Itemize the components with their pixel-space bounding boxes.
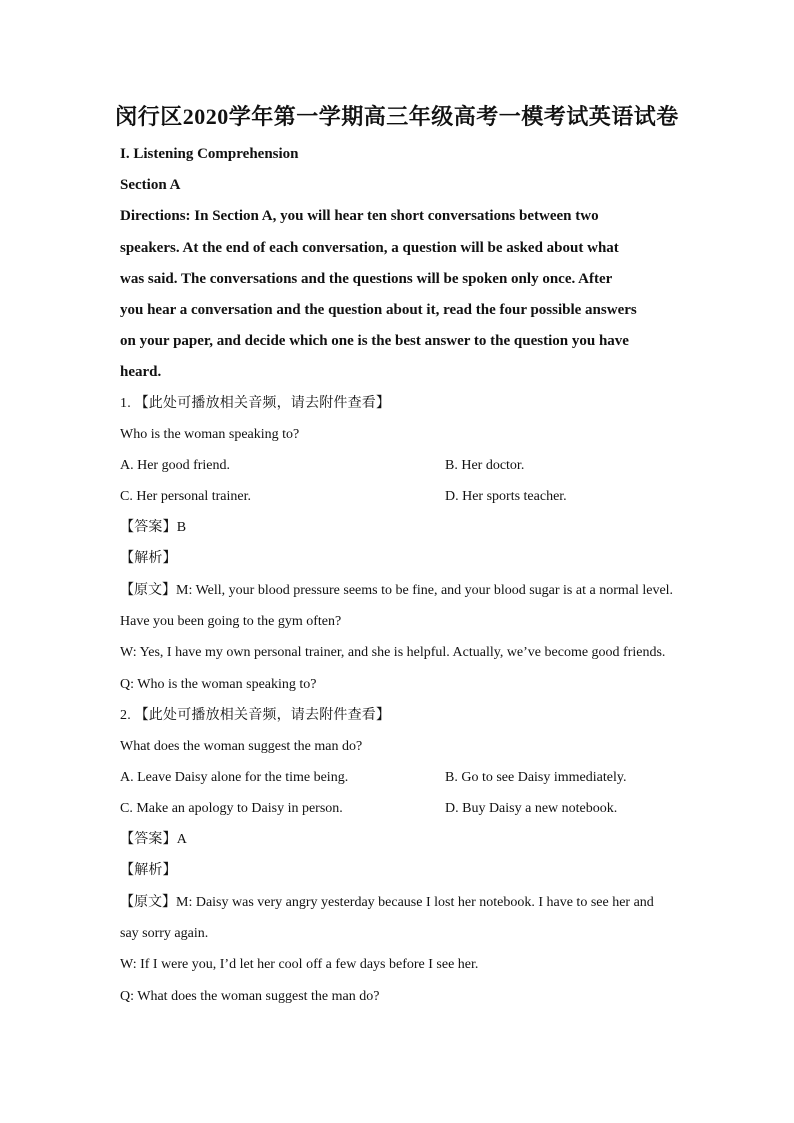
directions-line: heard. — [120, 364, 162, 380]
transcript-line: 【原文】M: Well, your blood pressure seems to be fine, and your blood sugar is at a normal level. — [120, 583, 674, 598]
subsection-heading: Section A — [120, 177, 181, 193]
question-text: Who is the woman speaking to? — [120, 427, 300, 442]
transcript-line: W: Yes, I have my own personal trainer, and she is helpful. Actually, we’ve become good friends. — [120, 645, 666, 660]
audio-note[interactable]: 2. 【此处可播放相关音频，请去附件查看】 — [120, 708, 391, 723]
analysis-label: 【解析】 — [120, 551, 177, 566]
option-c: C. Make an apology to Daisy in person. — [120, 801, 343, 816]
answer-label: 【答案】B — [120, 520, 187, 535]
transcript-line: say sorry again. — [120, 926, 209, 941]
option-a: A. Her good friend. — [120, 458, 231, 473]
transcript-line: Have you been going to the gym often? — [120, 614, 342, 629]
analysis-label: 【解析】 — [120, 863, 177, 878]
answer-label: 【答案】A — [120, 832, 188, 847]
directions-line: on your paper, and decide which one is the best answer to the question you have — [120, 333, 629, 349]
audio-note[interactable]: 1. 【此处可播放相关音频，请去附件查看】 — [120, 396, 391, 411]
transcript-line: Q: What does the woman suggest the man do? — [120, 989, 380, 1004]
option-c: C. Her personal trainer. — [120, 489, 252, 504]
directions-line: was said. The conversations and the questions will be spoken only once. After — [120, 271, 613, 287]
transcript-line: 【原文】M: Daisy was very angry yesterday because I lost her notebook. I have to see her and — [120, 895, 654, 910]
directions-line: speakers. At the end of each conversation, a question will be asked about what — [120, 240, 619, 256]
directions-line: you hear a conversation and the question about it, read the four possible answers — [120, 302, 637, 318]
option-d: D. Buy Daisy a new notebook. — [445, 801, 618, 816]
section-heading: I. Listening Comprehension — [120, 146, 299, 162]
question-text: What does the woman suggest the man do? — [120, 739, 363, 754]
directions-line: Directions: In Section A, you will hear ten short conversations between two — [120, 208, 599, 224]
option-b: B. Go to see Daisy immediately. — [445, 770, 627, 785]
option-d: D. Her sports teacher. — [445, 489, 567, 504]
option-b: B. Her doctor. — [445, 458, 525, 473]
transcript-line: W: If I were you, I’d let her cool off a few days before I see her. — [120, 957, 479, 972]
page-title: 闵行区2020学年第一学期高三年级高考一模考试英语试卷 — [115, 104, 679, 129]
option-a: A. Leave Daisy alone for the time being. — [120, 770, 349, 785]
transcript-line: Q: Who is the woman speaking to? — [120, 677, 317, 692]
